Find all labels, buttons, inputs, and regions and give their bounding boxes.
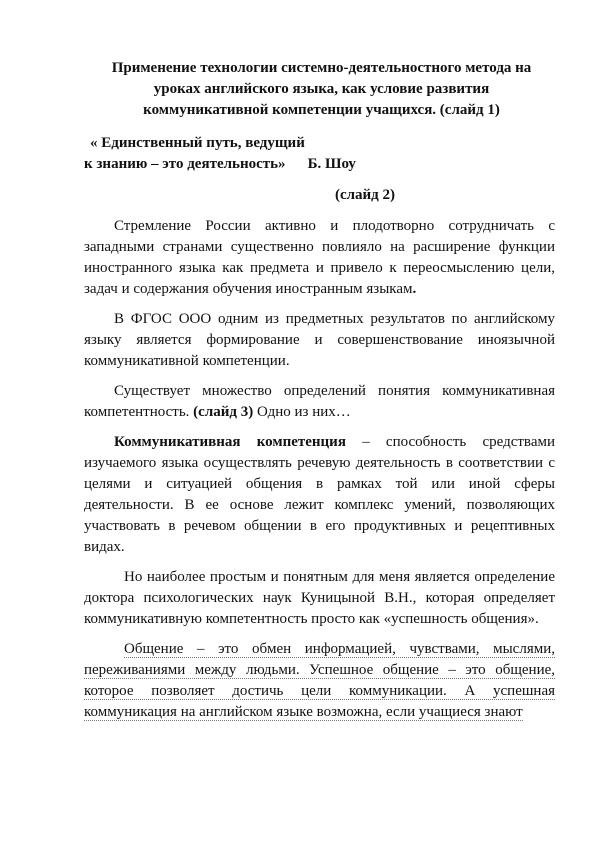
- paragraph-4: [84, 432, 555, 558]
- paragraph-1-text: Стремление России активно и плодотворно сотрудничать с западными странами существенно повлияло на расширение функции иностранного языка как предмета и привело к переосмыслению цели, задач и содержания обучения иностранным языкам: [84, 218, 555, 297]
- paragraph-3-text-c: Одно из них…: [253, 404, 351, 420]
- slide-2-label: (слайд 2): [334, 187, 395, 203]
- term-communicative-competence: Коммуникативная компетенция: [114, 434, 346, 450]
- paragraph-2: В ФГОС ООО одним из предметных результатов по английскому языку является формирование и совершенствование иноязычной коммуникативной компетенции.: [84, 311, 555, 369]
- paragraph-6-text: Общение – это обмен информацией, чувствами, мыслями, переживаниями между людьми. Успешное общение – это общение, которое позволяет достичь цели коммуникации. А успешная коммуникация на английском языке возможна, если учащиеся знают: [84, 641, 555, 720]
- paragraph-6: [84, 639, 555, 723]
- epigraph-line-2-text: к знанию – это деятельность»: [84, 156, 286, 172]
- paragraph-3-text-a: Существует множество определений понятия коммуникативная компетентность.: [84, 383, 555, 420]
- epigraph-line-2: [84, 154, 555, 175]
- paragraph-4-text: – способность средствами изучаемого языка осуществлять речевую деятельность в соответствии с целями и ситуацией общения в рамках той или иной сферы деятельности. В ее основе лежит комплекс умений, позволяющих участвовать в речевом общении в его продуктивных и рецептивных видах.: [84, 434, 555, 555]
- document-title: [84, 58, 555, 121]
- epigraph: [84, 133, 555, 175]
- slide-3-label: (слайд 3): [193, 404, 254, 420]
- title-line-1: Применение технологии системно-деятельностного метода на: [111, 60, 532, 76]
- epigraph-line-1: « Единственный путь, ведущий: [90, 135, 305, 151]
- paragraph-1: [84, 216, 555, 300]
- epigraph-author: Б. Шоу: [307, 156, 356, 172]
- paragraph-5: Но наиболее простым и понятным для меня является определение доктора психологических наук Куницыной В.Н., которая определяет коммуникативную компетентность просто как «успешность общения».: [84, 569, 555, 627]
- title-line-2: уроках английского языка, как условие развития: [153, 81, 490, 97]
- paragraph-3: [84, 381, 555, 423]
- title-line-3: коммуникативной компетенции учащихся. (слайд 1): [143, 102, 500, 118]
- paragraph-1-end: .: [412, 281, 417, 297]
